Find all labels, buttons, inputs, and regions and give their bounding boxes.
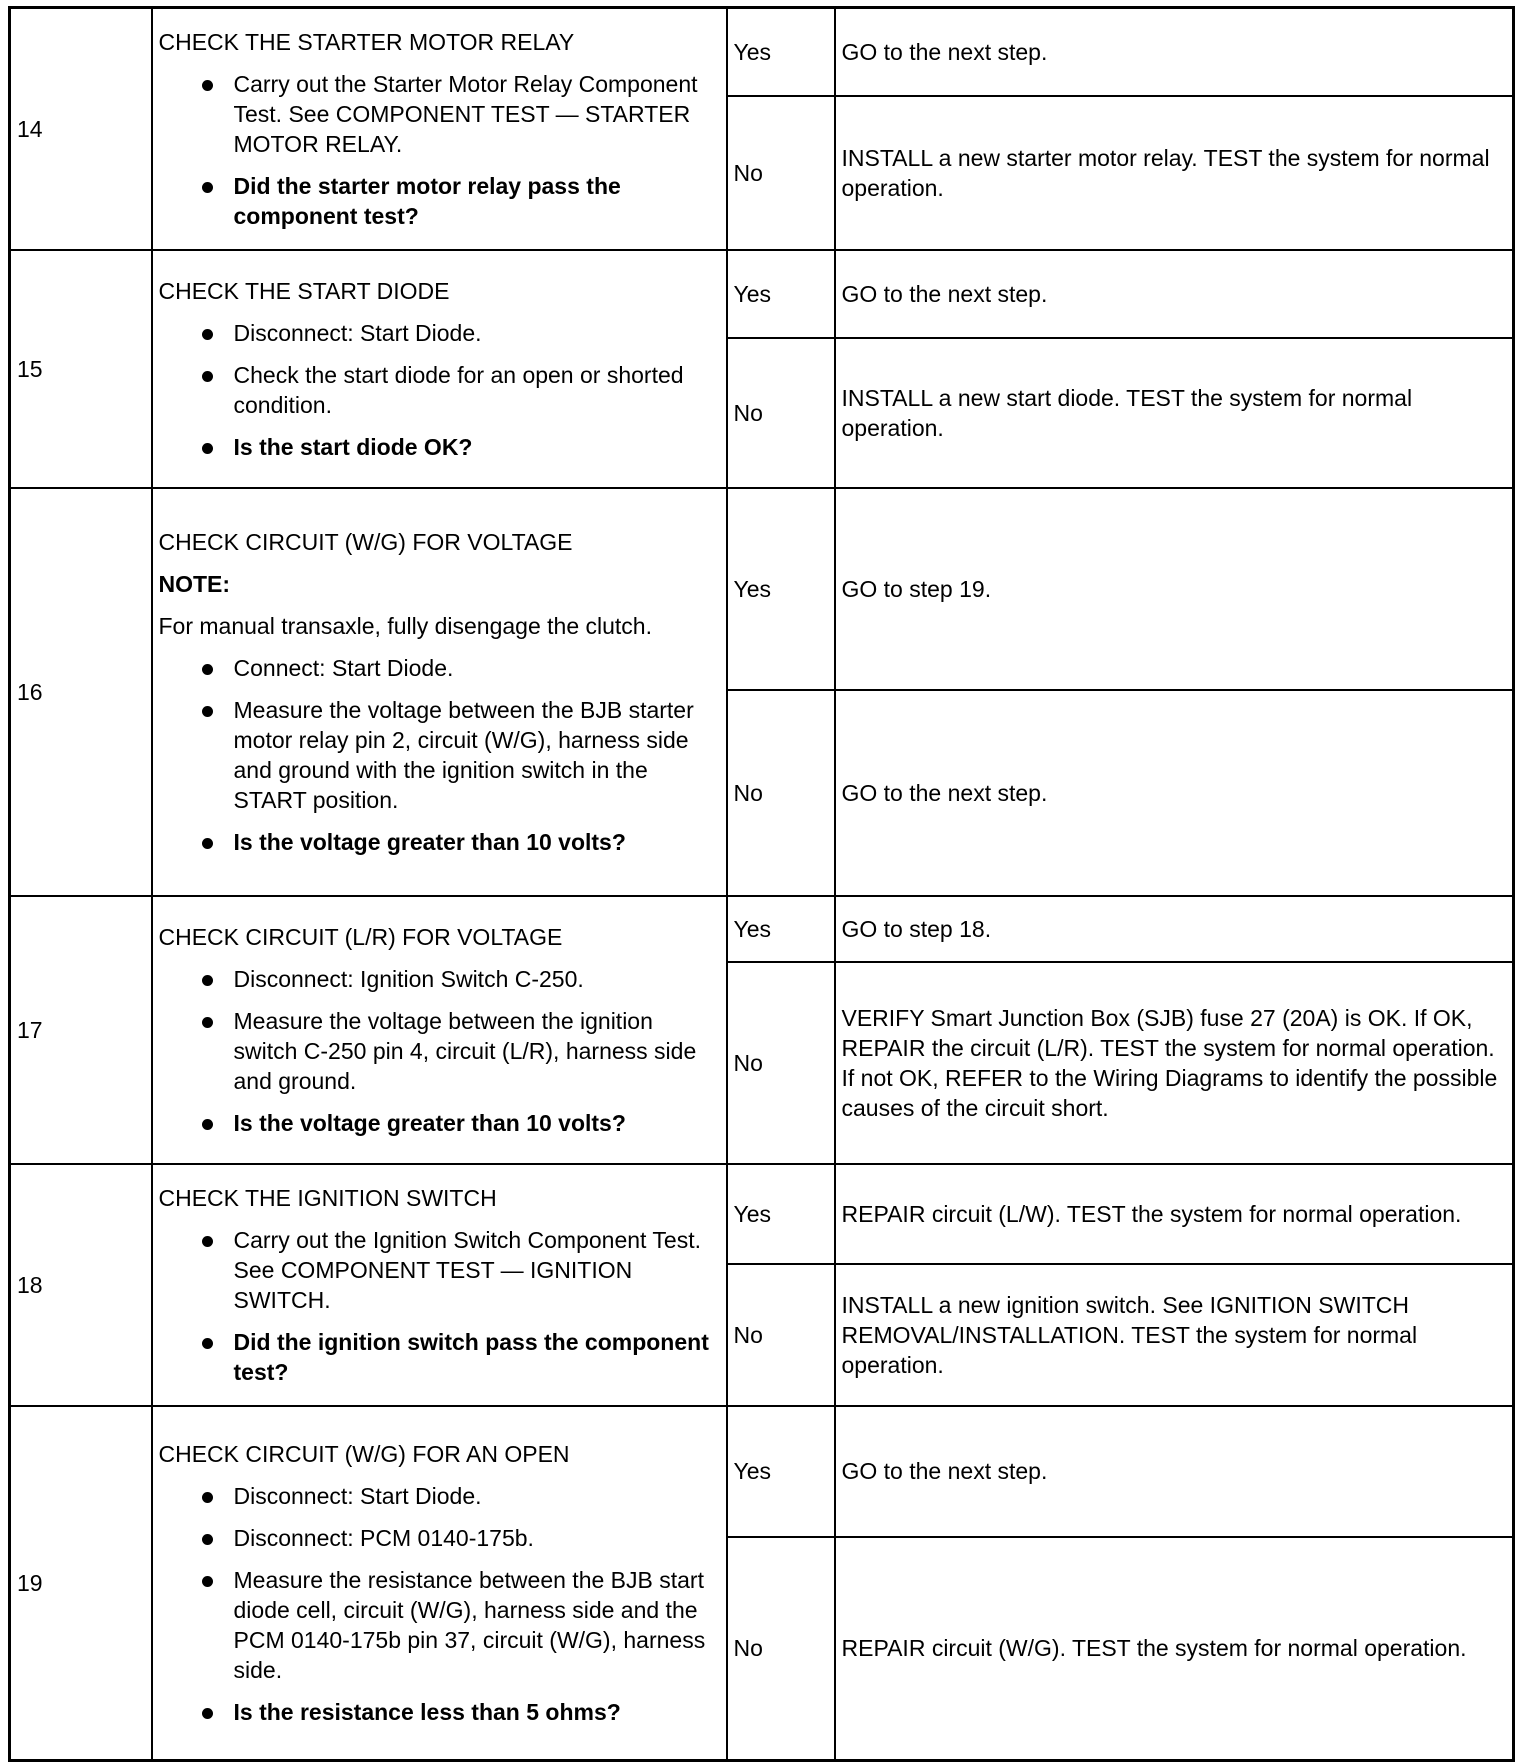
step-bullet: Measure the voltage between the BJB starter motor relay pin 2, circuit (W/G), harness side and ground with the ignition switch in the START position.	[159, 695, 720, 815]
step-bullets	[159, 653, 720, 857]
result-yes-response: GO to the next step.	[835, 8, 1514, 96]
result-yes-label: Yes	[727, 8, 835, 96]
result-no-response: REPAIR circuit (W/G). TEST the system for normal operation.	[835, 1537, 1514, 1761]
step-title: CHECK THE IGNITION SWITCH	[158, 1184, 497, 1211]
step-number: 15	[10, 250, 152, 488]
step-bullets	[159, 1225, 720, 1387]
step-question: Is the resistance less than 5 ohms?	[159, 1697, 720, 1727]
result-yes-label: Yes	[727, 250, 835, 338]
result-no-label: No	[727, 1264, 835, 1406]
step-number: 17	[10, 896, 152, 1164]
result-no-label: No	[727, 690, 835, 896]
step-action	[152, 250, 727, 488]
step-number: 16	[10, 488, 152, 896]
step-bullets	[159, 964, 720, 1138]
step-title: CHECK CIRCUIT (W/G) FOR AN OPEN	[158, 1440, 570, 1467]
diagnostic-steps-table	[8, 6, 1515, 1762]
step-question: Did the starter motor relay pass the component test?	[159, 171, 720, 231]
step-question: Is the start diode OK?	[159, 432, 720, 462]
step-question: Did the ignition switch pass the component test?	[159, 1327, 720, 1387]
step-bullet: Disconnect: Start Diode.	[159, 318, 720, 348]
step-number: 14	[10, 8, 152, 250]
note-text: For manual transaxle, fully disengage the clutch.	[158, 612, 652, 639]
result-no-response: GO to the next step.	[835, 690, 1514, 896]
result-yes-label: Yes	[727, 488, 835, 690]
step-bullet: Carry out the Ignition Switch Component Test. See COMPONENT TEST — IGNITION SWITCH.	[159, 1225, 720, 1315]
step-bullet: Measure the resistance between the BJB start diode cell, circuit (W/G), harness side and the PCM 0140-175b pin 37, circuit (W/G), harness side.	[159, 1565, 720, 1685]
step-bullet: Disconnect: PCM 0140-175b.	[159, 1523, 720, 1553]
result-yes-label: Yes	[727, 1406, 835, 1537]
step-bullets	[159, 69, 720, 231]
step-action	[152, 488, 727, 896]
step-row-14-yes	[10, 8, 1514, 96]
step-action	[152, 1406, 727, 1761]
result-no-label: No	[727, 962, 835, 1164]
step-action	[152, 1164, 727, 1406]
step-title: CHECK CIRCUIT (W/G) FOR VOLTAGE	[158, 528, 573, 555]
result-no-response: INSTALL a new start diode. TEST the system for normal operation.	[835, 338, 1514, 488]
step-title: CHECK THE START DIODE	[158, 277, 450, 304]
result-yes-response: GO to the next step.	[835, 1406, 1514, 1537]
step-bullet: Carry out the Starter Motor Relay Component Test. See COMPONENT TEST — STARTER MOTOR RELAY.	[159, 69, 720, 159]
result-no-response: VERIFY Smart Junction Box (SJB) fuse 27 (20A) is OK. If OK, REPAIR the circuit (L/R). TEST the system for normal operation. If not OK, REFER to the Wiring Diagrams to identify the possible causes of the circuit short.	[835, 962, 1514, 1164]
result-no-label: No	[727, 96, 835, 250]
result-yes-response: GO to step 18.	[835, 896, 1514, 962]
step-action	[152, 8, 727, 250]
result-no-label: No	[727, 1537, 835, 1761]
step-title: CHECK CIRCUIT (L/R) FOR VOLTAGE	[158, 923, 563, 950]
result-no-label: No	[727, 338, 835, 488]
result-no-response: INSTALL a new starter motor relay. TEST the system for normal operation.	[835, 96, 1514, 250]
step-bullet: Connect: Start Diode.	[159, 653, 720, 683]
result-no-response: INSTALL a new ignition switch. See IGNITION SWITCH REMOVAL/INSTALLATION. TEST the system for normal operation.	[835, 1264, 1514, 1406]
result-yes-label: Yes	[727, 896, 835, 962]
step-number: 18	[10, 1164, 152, 1406]
step-question: Is the voltage greater than 10 volts?	[159, 1108, 720, 1138]
result-yes-response: GO to the next step.	[835, 250, 1514, 338]
step-row-17-yes	[10, 896, 1514, 962]
note-label: NOTE:	[158, 570, 231, 597]
step-bullets	[159, 318, 720, 462]
step-row-16-yes	[10, 488, 1514, 690]
step-bullet: Measure the voltage between the ignition switch C-250 pin 4, circuit (L/R), harness side and ground.	[159, 1006, 720, 1096]
step-bullet: Disconnect: Ignition Switch C-250.	[159, 964, 720, 994]
step-bullets	[159, 1481, 720, 1727]
step-row-18-yes	[10, 1164, 1514, 1264]
step-bullet: Check the start diode for an open or shorted condition.	[159, 360, 720, 420]
result-yes-label: Yes	[727, 1164, 835, 1264]
step-question: Is the voltage greater than 10 volts?	[159, 827, 720, 857]
result-yes-response: REPAIR circuit (L/W). TEST the system for normal operation.	[835, 1164, 1514, 1264]
step-number: 19	[10, 1406, 152, 1761]
step-row-19-yes	[10, 1406, 1514, 1537]
step-title: CHECK THE STARTER MOTOR RELAY	[158, 28, 575, 55]
step-action	[152, 896, 727, 1164]
step-bullet: Disconnect: Start Diode.	[159, 1481, 720, 1511]
step-row-15-yes	[10, 250, 1514, 338]
result-yes-response: GO to step 19.	[835, 488, 1514, 690]
